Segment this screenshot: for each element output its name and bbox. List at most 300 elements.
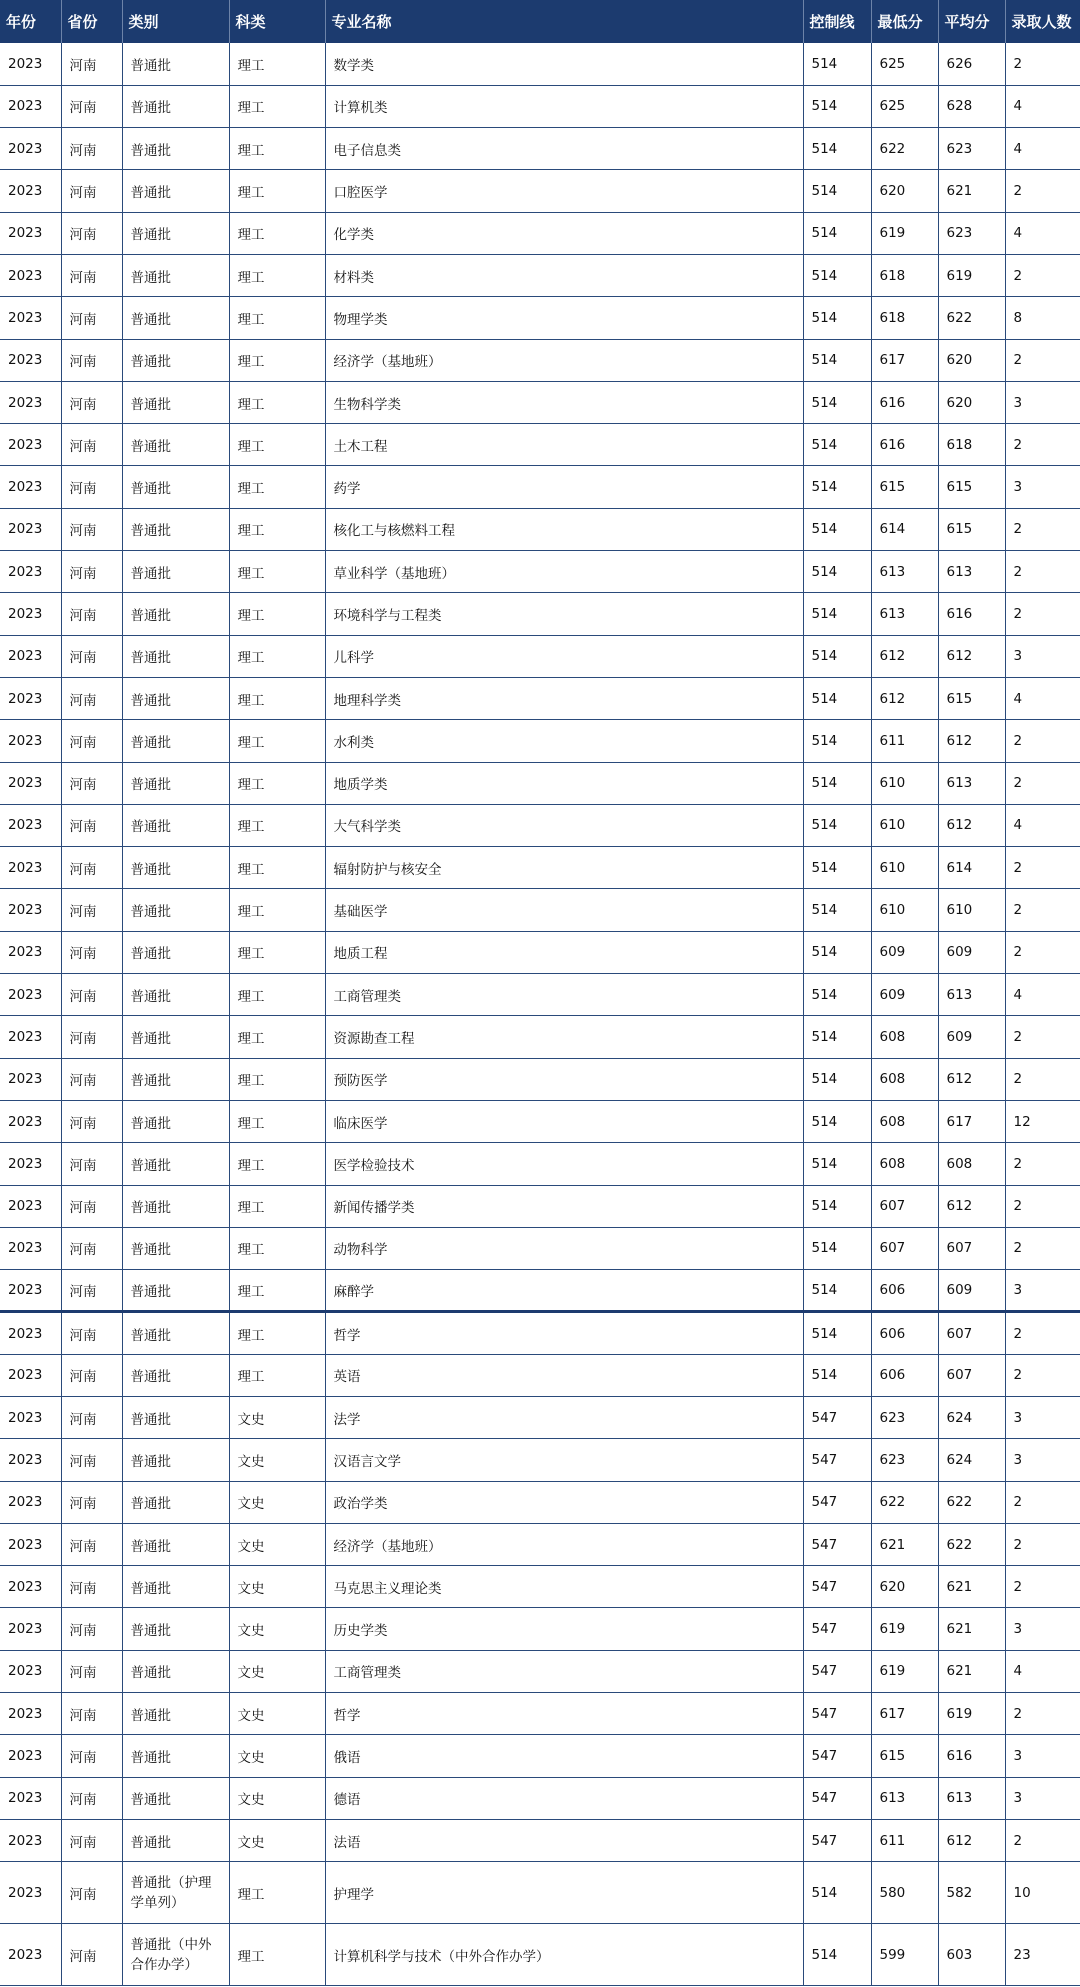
cell-subject: 理工: [229, 212, 325, 254]
cell-control-line: 514: [803, 1143, 871, 1185]
cell-year: 2023: [0, 551, 61, 593]
cell-province: 河南: [61, 1143, 122, 1185]
cell-control-line: 514: [803, 1058, 871, 1100]
table-row: [0, 593, 1080, 635]
table-row: [0, 1924, 1080, 1986]
cell-avg-score: 621: [938, 170, 1005, 212]
cell-admitted: 2: [1005, 889, 1080, 931]
cell-subject: 理工: [229, 85, 325, 127]
cell-year: 2023: [0, 1735, 61, 1777]
cell-category: 普通批: [122, 1185, 229, 1227]
cell-category: 普通批: [122, 635, 229, 677]
cell-subject: 理工: [229, 762, 325, 804]
cell-province: 河南: [61, 1016, 122, 1058]
cell-year: 2023: [0, 1523, 61, 1565]
cell-province: 河南: [61, 1650, 122, 1692]
cell-admitted: 3: [1005, 1270, 1080, 1312]
cell-admitted: 2: [1005, 1523, 1080, 1565]
cell-control-line: 514: [803, 1312, 871, 1354]
cell-min-score: 623: [871, 1397, 938, 1439]
cell-admitted: 3: [1005, 635, 1080, 677]
cell-category: 普通批: [122, 1819, 229, 1861]
cell-avg-score: 612: [938, 804, 1005, 846]
cell-major: 药学: [325, 466, 803, 508]
cell-major: 土木工程: [325, 424, 803, 466]
cell-province: 河南: [61, 1354, 122, 1396]
cell-province: 河南: [61, 1397, 122, 1439]
cell-min-score: 625: [871, 85, 938, 127]
cell-year: 2023: [0, 804, 61, 846]
cell-major: 地质学类: [325, 762, 803, 804]
cell-admitted: 2: [1005, 1227, 1080, 1269]
cell-admitted: 2: [1005, 931, 1080, 973]
cell-control-line: 514: [803, 804, 871, 846]
cell-subject: 理工: [229, 1185, 325, 1227]
cell-admitted: 2: [1005, 508, 1080, 550]
cell-year: 2023: [0, 128, 61, 170]
cell-min-score: 607: [871, 1185, 938, 1227]
cell-avg-score: 610: [938, 889, 1005, 931]
cell-control-line: 514: [803, 847, 871, 889]
cell-subject: 理工: [229, 635, 325, 677]
cell-avg-score: 622: [938, 1523, 1005, 1565]
cell-major: 计算机类: [325, 85, 803, 127]
cell-admitted: 4: [1005, 804, 1080, 846]
cell-category: 普通批: [122, 1650, 229, 1692]
cell-control-line: 547: [803, 1650, 871, 1692]
cell-major: 口腔医学: [325, 170, 803, 212]
cell-year: 2023: [0, 43, 61, 85]
cell-admitted: 4: [1005, 212, 1080, 254]
cell-avg-score: 609: [938, 1270, 1005, 1312]
cell-admitted: 8: [1005, 297, 1080, 339]
cell-major: 基础医学: [325, 889, 803, 931]
cell-province: 河南: [61, 1270, 122, 1312]
cell-province: 河南: [61, 974, 122, 1016]
cell-min-score: 623: [871, 1439, 938, 1481]
cell-year: 2023: [0, 339, 61, 381]
table-row: [0, 254, 1080, 296]
header-avg-score: 平均分: [938, 0, 1005, 43]
cell-avg-score: 612: [938, 1058, 1005, 1100]
table-row: [0, 1735, 1080, 1777]
cell-major: 法语: [325, 1819, 803, 1861]
header-year: 年份: [0, 0, 61, 43]
cell-admitted: 2: [1005, 1693, 1080, 1735]
cell-subject: 理工: [229, 551, 325, 593]
cell-year: 2023: [0, 170, 61, 212]
cell-subject: 理工: [229, 43, 325, 85]
cell-subject: 理工: [229, 1862, 325, 1924]
cell-min-score: 599: [871, 1924, 938, 1986]
cell-province: 河南: [61, 931, 122, 973]
cell-min-score: 612: [871, 635, 938, 677]
cell-admitted: 4: [1005, 1650, 1080, 1692]
cell-avg-score: 612: [938, 1819, 1005, 1861]
cell-min-score: 617: [871, 339, 938, 381]
cell-admitted: 10: [1005, 1862, 1080, 1924]
cell-year: 2023: [0, 1354, 61, 1396]
cell-major: 汉语言文学: [325, 1439, 803, 1481]
cell-subject: 理工: [229, 424, 325, 466]
cell-year: 2023: [0, 1016, 61, 1058]
cell-province: 河南: [61, 254, 122, 296]
cell-min-score: 616: [871, 381, 938, 423]
cell-control-line: 514: [803, 297, 871, 339]
cell-min-score: 616: [871, 424, 938, 466]
cell-admitted: 2: [1005, 339, 1080, 381]
cell-province: 河南: [61, 889, 122, 931]
cell-year: 2023: [0, 1650, 61, 1692]
table-row: [0, 1016, 1080, 1058]
cell-admitted: 2: [1005, 170, 1080, 212]
cell-avg-score: 619: [938, 1693, 1005, 1735]
cell-subject: 理工: [229, 1924, 325, 1986]
cell-major: 核化工与核燃料工程: [325, 508, 803, 550]
cell-subject: 理工: [229, 254, 325, 296]
table-row: [0, 466, 1080, 508]
cell-category: 普通批: [122, 677, 229, 719]
cell-province: 河南: [61, 85, 122, 127]
cell-min-score: 613: [871, 593, 938, 635]
cell-min-score: 622: [871, 128, 938, 170]
cell-major: 预防医学: [325, 1058, 803, 1100]
cell-avg-score: 622: [938, 297, 1005, 339]
cell-province: 河南: [61, 339, 122, 381]
cell-avg-score: 619: [938, 254, 1005, 296]
cell-avg-score: 621: [938, 1650, 1005, 1692]
cell-subject: 理工: [229, 128, 325, 170]
cell-avg-score: 613: [938, 551, 1005, 593]
cell-admitted: 3: [1005, 466, 1080, 508]
table-row: [0, 762, 1080, 804]
cell-control-line: 514: [803, 43, 871, 85]
cell-avg-score: 616: [938, 1735, 1005, 1777]
cell-subject: 理工: [229, 1143, 325, 1185]
cell-major: 环境科学与工程类: [325, 593, 803, 635]
cell-year: 2023: [0, 762, 61, 804]
cell-year: 2023: [0, 1819, 61, 1861]
cell-year: 2023: [0, 466, 61, 508]
table-row: [0, 1523, 1080, 1565]
cell-year: 2023: [0, 1270, 61, 1312]
cell-province: 河南: [61, 1227, 122, 1269]
cell-admitted: 3: [1005, 381, 1080, 423]
cell-province: 河南: [61, 1185, 122, 1227]
cell-min-score: 618: [871, 254, 938, 296]
cell-admitted: 2: [1005, 593, 1080, 635]
cell-major: 护理学: [325, 1862, 803, 1924]
cell-province: 河南: [61, 1693, 122, 1735]
cell-admitted: 2: [1005, 1143, 1080, 1185]
cell-min-score: 606: [871, 1354, 938, 1396]
cell-control-line: 514: [803, 128, 871, 170]
cell-category: 普通批: [122, 466, 229, 508]
cell-avg-score: 607: [938, 1354, 1005, 1396]
cell-subject: 理工: [229, 170, 325, 212]
table-row: [0, 804, 1080, 846]
cell-major: 医学检验技术: [325, 1143, 803, 1185]
cell-control-line: 514: [803, 85, 871, 127]
cell-province: 河南: [61, 1924, 122, 1986]
cell-category: 普通批: [122, 720, 229, 762]
cell-major: 德语: [325, 1777, 803, 1819]
cell-min-score: 615: [871, 1735, 938, 1777]
cell-min-score: 608: [871, 1058, 938, 1100]
cell-subject: 理工: [229, 508, 325, 550]
cell-year: 2023: [0, 1397, 61, 1439]
cell-category: 普通批: [122, 339, 229, 381]
cell-subject: 文史: [229, 1397, 325, 1439]
cell-min-score: 612: [871, 677, 938, 719]
cell-admitted: 2: [1005, 551, 1080, 593]
cell-avg-score: 615: [938, 466, 1005, 508]
cell-min-score: 621: [871, 1523, 938, 1565]
cell-major: 化学类: [325, 212, 803, 254]
cell-avg-score: 615: [938, 508, 1005, 550]
cell-province: 河南: [61, 297, 122, 339]
table-row: [0, 931, 1080, 973]
cell-admitted: 2: [1005, 254, 1080, 296]
cell-admitted: 2: [1005, 43, 1080, 85]
cell-year: 2023: [0, 1481, 61, 1523]
cell-admitted: 2: [1005, 1016, 1080, 1058]
table-row: [0, 1777, 1080, 1819]
table-header: [0, 0, 1080, 43]
cell-province: 河南: [61, 128, 122, 170]
cell-year: 2023: [0, 85, 61, 127]
cell-control-line: 514: [803, 424, 871, 466]
cell-major: 材料类: [325, 254, 803, 296]
cell-year: 2023: [0, 381, 61, 423]
cell-category: 普通批: [122, 1735, 229, 1777]
table-row: [0, 720, 1080, 762]
cell-province: 河南: [61, 1100, 122, 1142]
table-row: [0, 1481, 1080, 1523]
cell-min-score: 617: [871, 1693, 938, 1735]
cell-major: 数学类: [325, 43, 803, 85]
cell-min-score: 608: [871, 1100, 938, 1142]
table-row: [0, 508, 1080, 550]
cell-category: 普通批: [122, 1227, 229, 1269]
cell-control-line: 514: [803, 1227, 871, 1269]
cell-min-score: 608: [871, 1143, 938, 1185]
header-category: 类别: [122, 0, 229, 43]
cell-province: 河南: [61, 1058, 122, 1100]
cell-category: 普通批: [122, 804, 229, 846]
table-row: [0, 1270, 1080, 1312]
cell-year: 2023: [0, 212, 61, 254]
cell-major: 地质工程: [325, 931, 803, 973]
cell-admitted: 2: [1005, 720, 1080, 762]
cell-year: 2023: [0, 1924, 61, 1986]
cell-province: 河南: [61, 43, 122, 85]
cell-province: 河南: [61, 466, 122, 508]
cell-avg-score: 607: [938, 1312, 1005, 1354]
cell-min-score: 619: [871, 212, 938, 254]
cell-avg-score: 620: [938, 339, 1005, 381]
cell-year: 2023: [0, 1227, 61, 1269]
cell-control-line: 514: [803, 1354, 871, 1396]
table-row: [0, 1354, 1080, 1396]
cell-admitted: 3: [1005, 1397, 1080, 1439]
cell-category: 普通批: [122, 381, 229, 423]
cell-subject: 文史: [229, 1481, 325, 1523]
cell-admitted: 3: [1005, 1777, 1080, 1819]
header-major: 专业名称: [325, 0, 803, 43]
cell-avg-score: 618: [938, 424, 1005, 466]
cell-control-line: 547: [803, 1693, 871, 1735]
cell-min-score: 609: [871, 974, 938, 1016]
cell-year: 2023: [0, 889, 61, 931]
cell-min-score: 610: [871, 847, 938, 889]
cell-avg-score: 608: [938, 1143, 1005, 1185]
table-row: [0, 1227, 1080, 1269]
cell-control-line: 514: [803, 1924, 871, 1986]
cell-control-line: 514: [803, 170, 871, 212]
cell-subject: 文史: [229, 1439, 325, 1481]
cell-min-score: 610: [871, 804, 938, 846]
cell-avg-score: 621: [938, 1566, 1005, 1608]
cell-avg-score: 628: [938, 85, 1005, 127]
cell-category: 普通批: [122, 974, 229, 1016]
cell-province: 河南: [61, 1523, 122, 1565]
cell-avg-score: 609: [938, 931, 1005, 973]
cell-admitted: 3: [1005, 1439, 1080, 1481]
cell-min-score: 620: [871, 1566, 938, 1608]
cell-control-line: 514: [803, 974, 871, 1016]
cell-category: 普通批: [122, 1312, 229, 1354]
cell-major: 哲学: [325, 1312, 803, 1354]
cell-category: 普通批: [122, 593, 229, 635]
cell-avg-score: 624: [938, 1439, 1005, 1481]
cell-province: 河南: [61, 1819, 122, 1861]
cell-min-score: 611: [871, 1819, 938, 1861]
cell-control-line: 514: [803, 931, 871, 973]
cell-province: 河南: [61, 1735, 122, 1777]
cell-province: 河南: [61, 551, 122, 593]
cell-avg-score: 613: [938, 974, 1005, 1016]
cell-avg-score: 621: [938, 1608, 1005, 1650]
cell-province: 河南: [61, 847, 122, 889]
cell-admitted: 2: [1005, 1354, 1080, 1396]
cell-avg-score: 623: [938, 212, 1005, 254]
cell-min-score: 613: [871, 551, 938, 593]
cell-major: 工商管理类: [325, 974, 803, 1016]
table-row: [0, 1862, 1080, 1924]
table-row: [0, 1185, 1080, 1227]
cell-subject: 理工: [229, 593, 325, 635]
cell-avg-score: 616: [938, 593, 1005, 635]
cell-category: 普通批: [122, 170, 229, 212]
cell-major: 资源勘查工程: [325, 1016, 803, 1058]
table-row: [0, 424, 1080, 466]
table-row: [0, 170, 1080, 212]
cell-avg-score: 626: [938, 43, 1005, 85]
table-row: [0, 677, 1080, 719]
table-row: [0, 1608, 1080, 1650]
cell-admitted: 2: [1005, 424, 1080, 466]
cell-category: 普通批（护理学单列）: [122, 1862, 229, 1924]
cell-province: 河南: [61, 508, 122, 550]
cell-year: 2023: [0, 1143, 61, 1185]
cell-subject: 理工: [229, 1227, 325, 1269]
cell-major: 历史学类: [325, 1608, 803, 1650]
cell-province: 河南: [61, 720, 122, 762]
cell-avg-score: 603: [938, 1924, 1005, 1986]
cell-control-line: 547: [803, 1566, 871, 1608]
header-subject: 科类: [229, 0, 325, 43]
cell-min-score: 615: [871, 466, 938, 508]
cell-category: 普通批: [122, 847, 229, 889]
cell-control-line: 547: [803, 1777, 871, 1819]
cell-avg-score: 582: [938, 1862, 1005, 1924]
cell-admitted: 4: [1005, 128, 1080, 170]
cell-control-line: 514: [803, 720, 871, 762]
cell-category: 普通批: [122, 1566, 229, 1608]
cell-control-line: 514: [803, 339, 871, 381]
cell-avg-score: 609: [938, 1016, 1005, 1058]
table-row: [0, 212, 1080, 254]
cell-admitted: 4: [1005, 85, 1080, 127]
cell-province: 河南: [61, 635, 122, 677]
cell-control-line: 547: [803, 1397, 871, 1439]
cell-admitted: 12: [1005, 1100, 1080, 1142]
cell-year: 2023: [0, 593, 61, 635]
cell-year: 2023: [0, 1100, 61, 1142]
cell-major: 计算机科学与技术（中外合作办学）: [325, 1924, 803, 1986]
cell-province: 河南: [61, 424, 122, 466]
cell-admitted: 2: [1005, 1185, 1080, 1227]
cell-category: 普通批: [122, 1439, 229, 1481]
cell-year: 2023: [0, 1312, 61, 1354]
cell-avg-score: 622: [938, 1481, 1005, 1523]
cell-min-score: 619: [871, 1608, 938, 1650]
cell-year: 2023: [0, 677, 61, 719]
cell-subject: 理工: [229, 297, 325, 339]
cell-control-line: 514: [803, 677, 871, 719]
cell-category: 普通批: [122, 1143, 229, 1185]
table-body: [0, 43, 1080, 1986]
cell-province: 河南: [61, 1608, 122, 1650]
cell-category: 普通批: [122, 85, 229, 127]
cell-category: 普通批: [122, 1016, 229, 1058]
table-row: [0, 889, 1080, 931]
cell-major: 水利类: [325, 720, 803, 762]
cell-subject: 理工: [229, 1270, 325, 1312]
cell-major: 麻醉学: [325, 1270, 803, 1312]
cell-category: 普通批: [122, 1777, 229, 1819]
cell-min-score: 625: [871, 43, 938, 85]
header-control-line: 控制线: [803, 0, 871, 43]
cell-admitted: 2: [1005, 1819, 1080, 1861]
table-row: [0, 1143, 1080, 1185]
cell-avg-score: 613: [938, 1777, 1005, 1819]
cell-avg-score: 607: [938, 1227, 1005, 1269]
cell-year: 2023: [0, 1058, 61, 1100]
cell-major: 儿科学: [325, 635, 803, 677]
cell-avg-score: 613: [938, 762, 1005, 804]
cell-control-line: 514: [803, 508, 871, 550]
cell-admitted: 2: [1005, 1312, 1080, 1354]
cell-major: 大气科学类: [325, 804, 803, 846]
cell-admitted: 23: [1005, 1924, 1080, 1986]
cell-subject: 理工: [229, 1100, 325, 1142]
cell-subject: 文史: [229, 1819, 325, 1861]
cell-avg-score: 612: [938, 1185, 1005, 1227]
cell-province: 河南: [61, 1862, 122, 1924]
cell-subject: 文史: [229, 1566, 325, 1608]
